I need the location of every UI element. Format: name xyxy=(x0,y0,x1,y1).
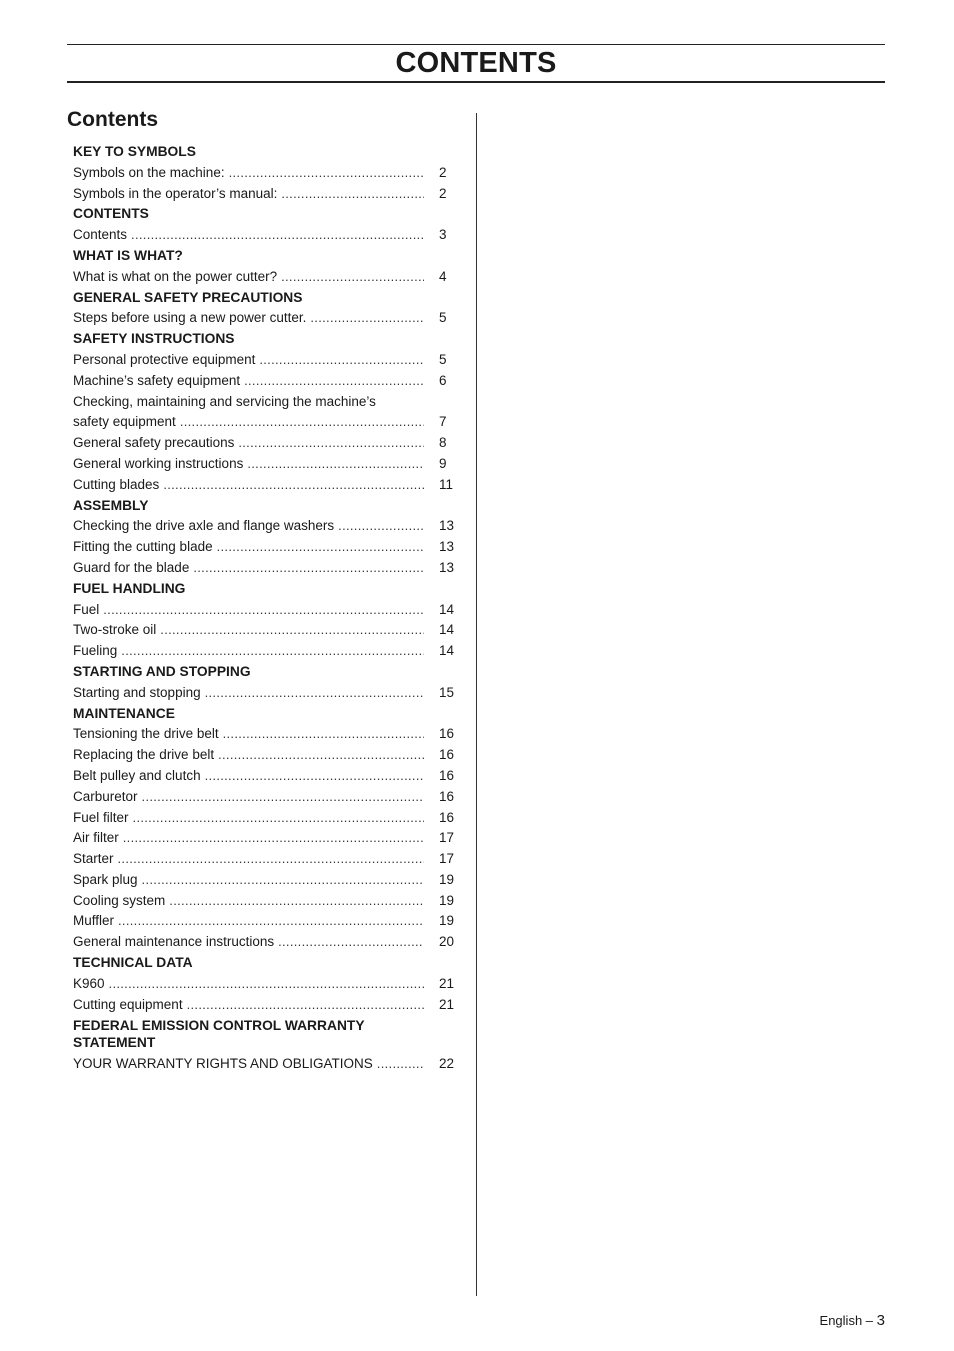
dot-leader xyxy=(218,745,424,766)
dot-leader xyxy=(131,225,424,246)
toc-page-number: 14 xyxy=(439,643,455,659)
toc-entry[interactable] xyxy=(73,911,457,932)
toc-page-number: 14 xyxy=(439,622,455,638)
toc-entry[interactable] xyxy=(73,870,457,891)
toc-entry-label: Two-stroke oil xyxy=(73,622,157,638)
toc-entry[interactable] xyxy=(73,516,457,537)
section-title: Contents xyxy=(67,108,158,131)
toc-page-number: 2 xyxy=(439,164,447,180)
toc-entry-label: Spark plug xyxy=(73,871,138,887)
toc-page-number: 21 xyxy=(439,996,455,1012)
toc-entry-label: Carburetor xyxy=(73,788,138,804)
toc-entry[interactable] xyxy=(73,724,457,745)
dot-leader xyxy=(281,267,424,288)
dot-leader xyxy=(377,1054,424,1075)
toc-page-number: 19 xyxy=(439,913,455,929)
toc-entry-label: General maintenance instructions xyxy=(73,934,275,950)
toc-section-heading: SAFETY INSTRUCTIONS xyxy=(73,331,235,347)
dot-leader xyxy=(187,995,424,1016)
toc-entry[interactable] xyxy=(73,974,457,995)
toc-entry[interactable] xyxy=(73,308,457,329)
toc-entry-label: YOUR WARRANTY RIGHTS AND OBLIGATIONS xyxy=(73,1056,373,1072)
toc-entry[interactable] xyxy=(73,745,457,766)
toc-entry-label: K960 xyxy=(73,975,105,991)
toc-entry[interactable] xyxy=(73,433,457,454)
toc-page-number: 15 xyxy=(439,684,455,700)
toc-page-number: 3 xyxy=(439,227,447,243)
page-number: 3 xyxy=(876,1312,885,1329)
footer-language: English xyxy=(819,1313,863,1328)
dot-leader xyxy=(205,766,424,787)
dot-leader xyxy=(163,475,424,496)
dot-leader xyxy=(223,724,424,745)
dot-leader xyxy=(281,184,424,205)
toc-entry-label: Air filter xyxy=(73,830,119,846)
toc-entry[interactable] xyxy=(73,766,457,787)
toc-entry-label: Tensioning the drive belt xyxy=(73,726,219,742)
toc-entry[interactable] xyxy=(73,184,457,205)
toc-page-number: 9 xyxy=(439,455,447,471)
dot-leader xyxy=(310,308,424,329)
toc-page-number: 16 xyxy=(439,726,455,742)
toc-entry-label: Muffler xyxy=(73,913,115,929)
toc-entry[interactable] xyxy=(73,932,457,953)
toc-entry[interactable] xyxy=(73,558,457,579)
dot-leader xyxy=(278,932,424,953)
toc-entry[interactable] xyxy=(73,683,457,704)
toc-section-heading: GENERAL SAFETY PRECAUTIONS xyxy=(73,289,303,305)
toc-page-number: 19 xyxy=(439,892,455,908)
toc-page-number: 20 xyxy=(439,934,455,950)
dot-leader xyxy=(244,371,424,392)
dot-leader xyxy=(103,600,424,621)
toc-entry-label: Symbols in the operator’s manual: xyxy=(73,185,278,201)
dot-leader xyxy=(205,683,424,704)
dot-leader xyxy=(169,891,424,912)
toc-entry-label: Symbols on the machine: xyxy=(73,164,225,180)
toc-entry[interactable] xyxy=(73,454,457,475)
toc-section-heading: CONTENTS xyxy=(73,206,149,222)
dot-leader xyxy=(217,537,424,558)
toc-page-number: 8 xyxy=(439,435,447,451)
toc-section-heading: FUEL HANDLING xyxy=(73,580,186,596)
toc-entry-label: General working instructions xyxy=(73,455,244,471)
toc-entry-continuation xyxy=(73,412,457,433)
dot-leader xyxy=(160,620,424,641)
toc-entry-label: Starter xyxy=(73,851,114,867)
toc-entry[interactable] xyxy=(73,995,457,1016)
toc-section-heading: TECHNICAL DATA xyxy=(73,955,193,971)
toc-page-number: 11 xyxy=(439,476,454,492)
toc-entry-label: Checking the drive axle and flange washers xyxy=(73,518,335,534)
toc-page-number: 5 xyxy=(439,310,447,326)
dot-leader xyxy=(109,974,424,995)
toc-entry[interactable] xyxy=(73,1054,457,1075)
page-footer xyxy=(820,1311,885,1331)
toc-entry-label: Checking, maintaining and servicing the machine’s xyxy=(73,393,376,409)
toc-entry[interactable] xyxy=(73,600,457,621)
toc-page-number: 17 xyxy=(439,830,455,846)
dot-leader xyxy=(193,558,424,579)
toc-entry-label: Guard for the blade xyxy=(73,559,190,575)
toc-entry-label: Cutting equipment xyxy=(73,996,183,1012)
toc-entry-label: Replacing the drive belt xyxy=(73,747,215,763)
header-bottom-rule xyxy=(67,81,885,83)
dot-leader xyxy=(229,163,424,184)
toc-page-number: 14 xyxy=(439,601,455,617)
toc-entry[interactable] xyxy=(73,620,457,641)
footer-separator: – xyxy=(865,1313,874,1328)
dot-leader xyxy=(123,828,424,849)
toc-entry[interactable] xyxy=(73,350,457,371)
toc-section-heading: KEY TO SYMBOLS xyxy=(73,144,196,159)
toc-entry-label: Fueling xyxy=(73,643,118,659)
toc-page-number: 16 xyxy=(439,788,455,804)
toc-entry-label: Steps before using a new power cutter. xyxy=(73,310,307,326)
toc-page-number: 19 xyxy=(439,871,455,887)
toc-page-number: 13 xyxy=(439,539,455,555)
toc-section-heading: FEDERAL EMISSION CONTROL WARRANTY STATEMENT xyxy=(73,1018,365,1051)
toc-entry-label: Fuel xyxy=(73,601,100,617)
toc-page-number: 16 xyxy=(439,809,455,825)
toc-page-number: 4 xyxy=(439,268,447,284)
toc-page-number: 6 xyxy=(439,372,447,388)
page-title: CONTENTS xyxy=(395,47,557,79)
toc-entry[interactable] xyxy=(73,787,457,808)
dot-leader xyxy=(247,454,424,475)
toc-entry[interactable] xyxy=(73,808,457,829)
toc-page-number: 22 xyxy=(439,1056,455,1072)
dot-leader xyxy=(121,641,424,662)
dot-leader xyxy=(118,911,424,932)
toc-entry-label: Machine’s safety equipment xyxy=(73,372,241,388)
table-of-contents xyxy=(73,142,457,1075)
toc-entry-label: Cutting blades xyxy=(73,476,160,492)
toc-section-heading: WHAT IS WHAT? xyxy=(73,247,183,263)
dot-leader xyxy=(142,870,424,891)
toc-entry[interactable] xyxy=(73,392,457,434)
dot-leader xyxy=(142,787,424,808)
toc-section-heading: STARTING AND STOPPING xyxy=(73,663,251,679)
toc-entry-label: safety equipment xyxy=(73,414,176,430)
toc-page-number: 17 xyxy=(439,851,455,867)
toc-entry-label: Starting and stopping xyxy=(73,684,201,700)
column-divider xyxy=(476,113,477,1296)
toc-page-number: 16 xyxy=(439,747,455,763)
toc-entry-label: What is what on the power cutter? xyxy=(73,268,278,284)
toc-page-number: 2 xyxy=(439,185,447,201)
toc-entry[interactable] xyxy=(73,267,457,288)
toc-entry[interactable] xyxy=(73,225,457,246)
dot-leader xyxy=(259,350,424,371)
dot-leader xyxy=(338,516,424,537)
toc-page-number: 13 xyxy=(439,559,455,575)
toc-entry[interactable] xyxy=(73,641,457,662)
toc-page-number: 13 xyxy=(439,518,455,534)
toc-section-heading: ASSEMBLY xyxy=(73,497,149,513)
toc-entry-label: Fuel filter xyxy=(73,809,129,825)
toc-entry[interactable] xyxy=(73,475,457,496)
dot-leader xyxy=(118,849,424,870)
dot-leader xyxy=(238,433,424,454)
toc-entry-label: Fitting the cutting blade xyxy=(73,539,213,555)
toc-entry-label: General safety precautions xyxy=(73,435,235,451)
toc-entry[interactable] xyxy=(73,163,457,184)
toc-entry[interactable] xyxy=(73,828,457,849)
toc-entry[interactable] xyxy=(73,849,457,870)
toc-section-heading: MAINTENANCE xyxy=(73,705,175,721)
toc-page-number: 21 xyxy=(439,975,455,991)
dot-leader xyxy=(133,808,424,829)
toc-entry-label: Contents xyxy=(73,227,128,243)
toc-entry[interactable] xyxy=(73,371,457,392)
toc-entry-label: Personal protective equipment xyxy=(73,351,256,367)
toc-entry[interactable] xyxy=(73,891,457,912)
toc-page-number: 16 xyxy=(439,767,455,783)
toc-page-number: 5 xyxy=(439,351,447,367)
dot-leader xyxy=(180,412,424,433)
toc-page-number: 7 xyxy=(439,414,447,430)
toc-entry-label: Cooling system xyxy=(73,892,166,908)
toc-entry-label: Belt pulley and clutch xyxy=(73,767,201,783)
toc-entry[interactable] xyxy=(73,537,457,558)
